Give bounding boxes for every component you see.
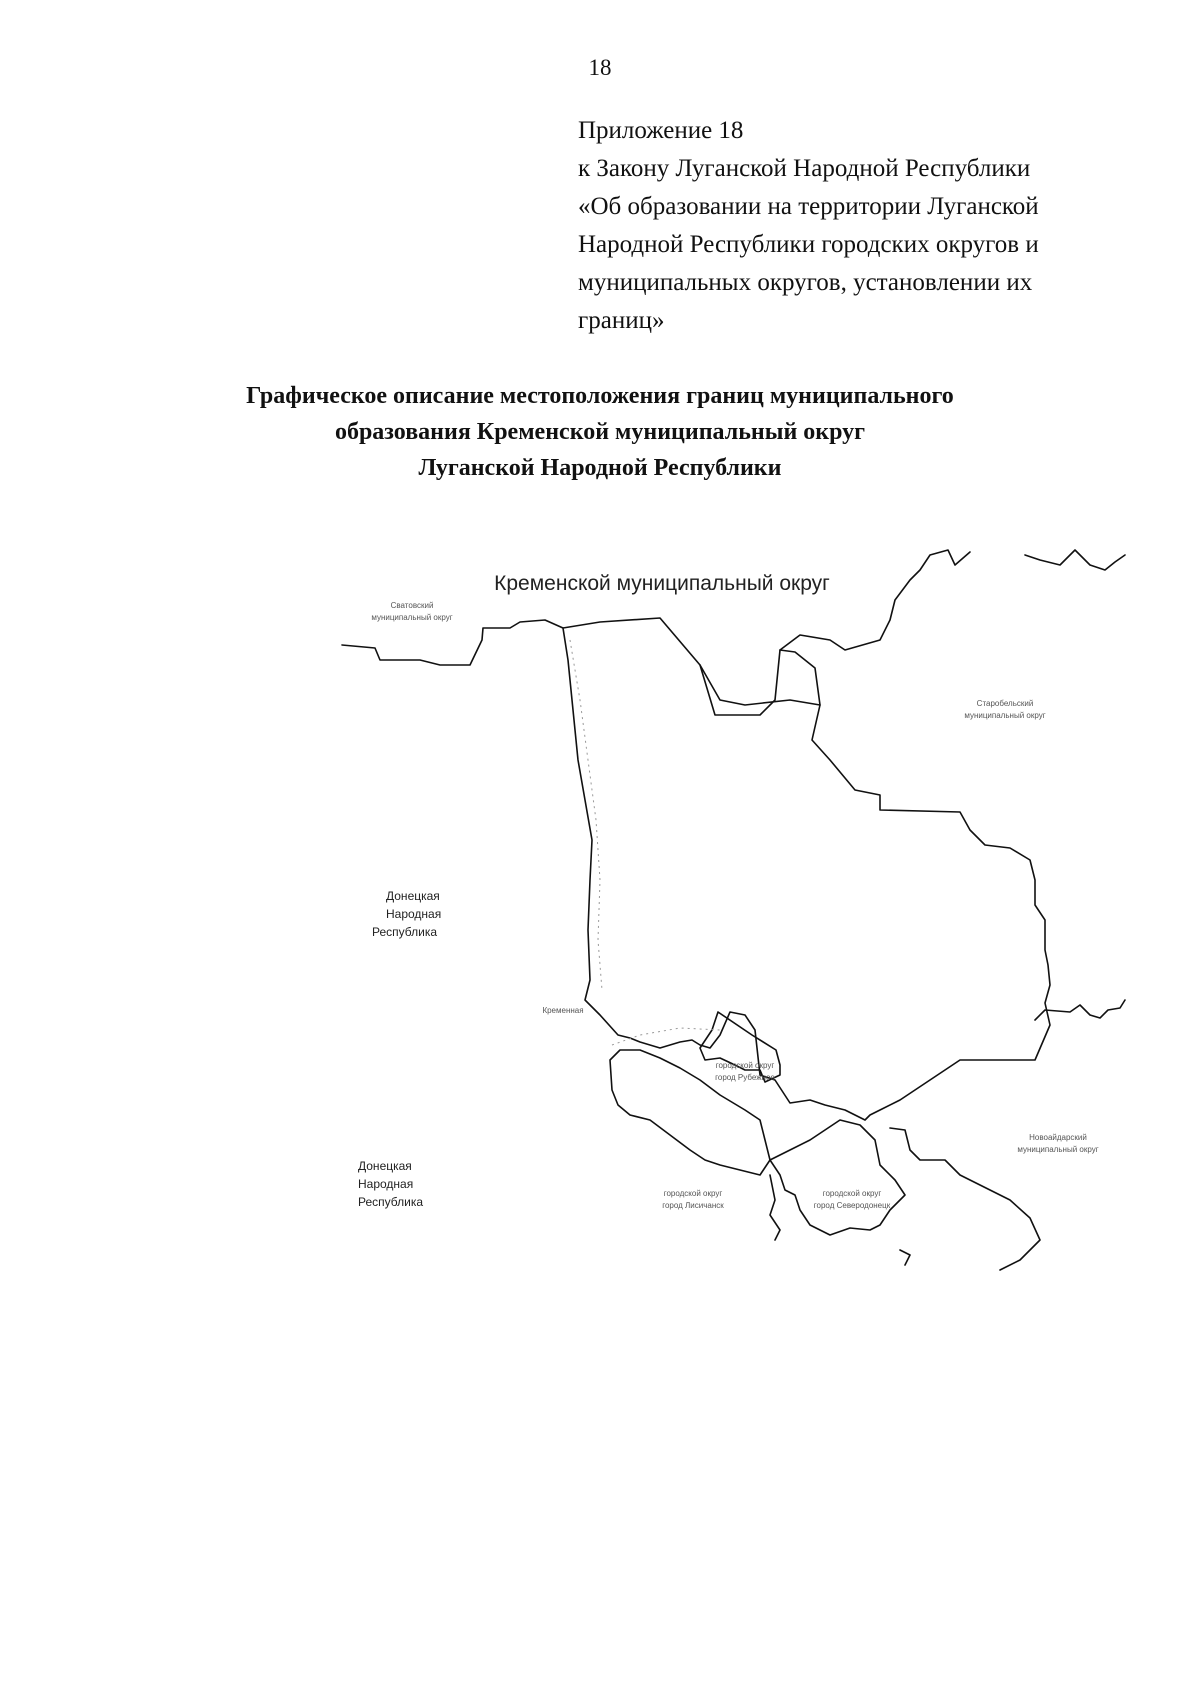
map-label-lisichansk: город Лисичанск	[662, 1201, 724, 1210]
map-label-novoaidar: муниципальный округ	[1017, 1145, 1099, 1154]
title-line: Графическое описание местоположения границ муниципального	[246, 383, 954, 409]
map-label-severodonetsk: городской округ	[822, 1189, 882, 1198]
appendix-line: муниципальных округов, установлении их	[578, 269, 1033, 296]
map-label-lisichansk: городской округ	[663, 1189, 723, 1198]
map-label-starobelsk: Старобельский	[976, 699, 1034, 708]
map-label-dnr-upper: Донецкая	[386, 889, 440, 903]
map-label-dnr-lower: Донецкая	[358, 1159, 412, 1173]
map-label-severodonetsk: город Северодонецк	[813, 1201, 891, 1210]
district-boundary	[563, 618, 1050, 1120]
appendix-line: «Об образовании на территории Луганской	[578, 193, 1039, 220]
appendix-line: Приложение 18	[578, 117, 744, 144]
appendix-line: к Закону Луганской Народной Республики	[578, 155, 1031, 182]
appendix-line: Народной Республики городских округов и	[578, 231, 1039, 258]
inner-road-line	[570, 640, 602, 990]
map-label-dnr-lower: Народная	[358, 1177, 414, 1191]
map-label-dnr-upper: Народная	[386, 907, 442, 921]
appendix-line: границ»	[578, 307, 665, 334]
map-label-novoaidar: Новоайдарский	[1029, 1133, 1087, 1142]
map-label-rubezhnoe: городской округ	[715, 1061, 775, 1070]
map-label-rubezhnoe: город Рубежное	[715, 1073, 775, 1082]
svatove-boundary	[342, 620, 563, 665]
map-label-svatove: Сватовский	[390, 601, 434, 610]
northeast-boundary	[1025, 550, 1125, 570]
map-label-dnr-upper: Республика	[372, 925, 438, 939]
severodonetsk-boundary	[770, 1120, 905, 1235]
rubezhnoe-boundary	[700, 1012, 780, 1082]
map-label-starobelsk: муниципальный округ	[964, 711, 1046, 720]
title-line: Луганской Народной Республики	[418, 455, 782, 481]
map-title: Кременской муниципальный округ	[494, 572, 830, 595]
title-line: образования Кременской муниципальный округ	[334, 419, 866, 445]
map-label-dnr-lower: Республика	[358, 1195, 424, 1209]
page-number: 18	[588, 55, 612, 80]
map-label-settlement: Кременная	[542, 1006, 584, 1015]
map-label-svatove: муниципальный округ	[371, 613, 453, 622]
